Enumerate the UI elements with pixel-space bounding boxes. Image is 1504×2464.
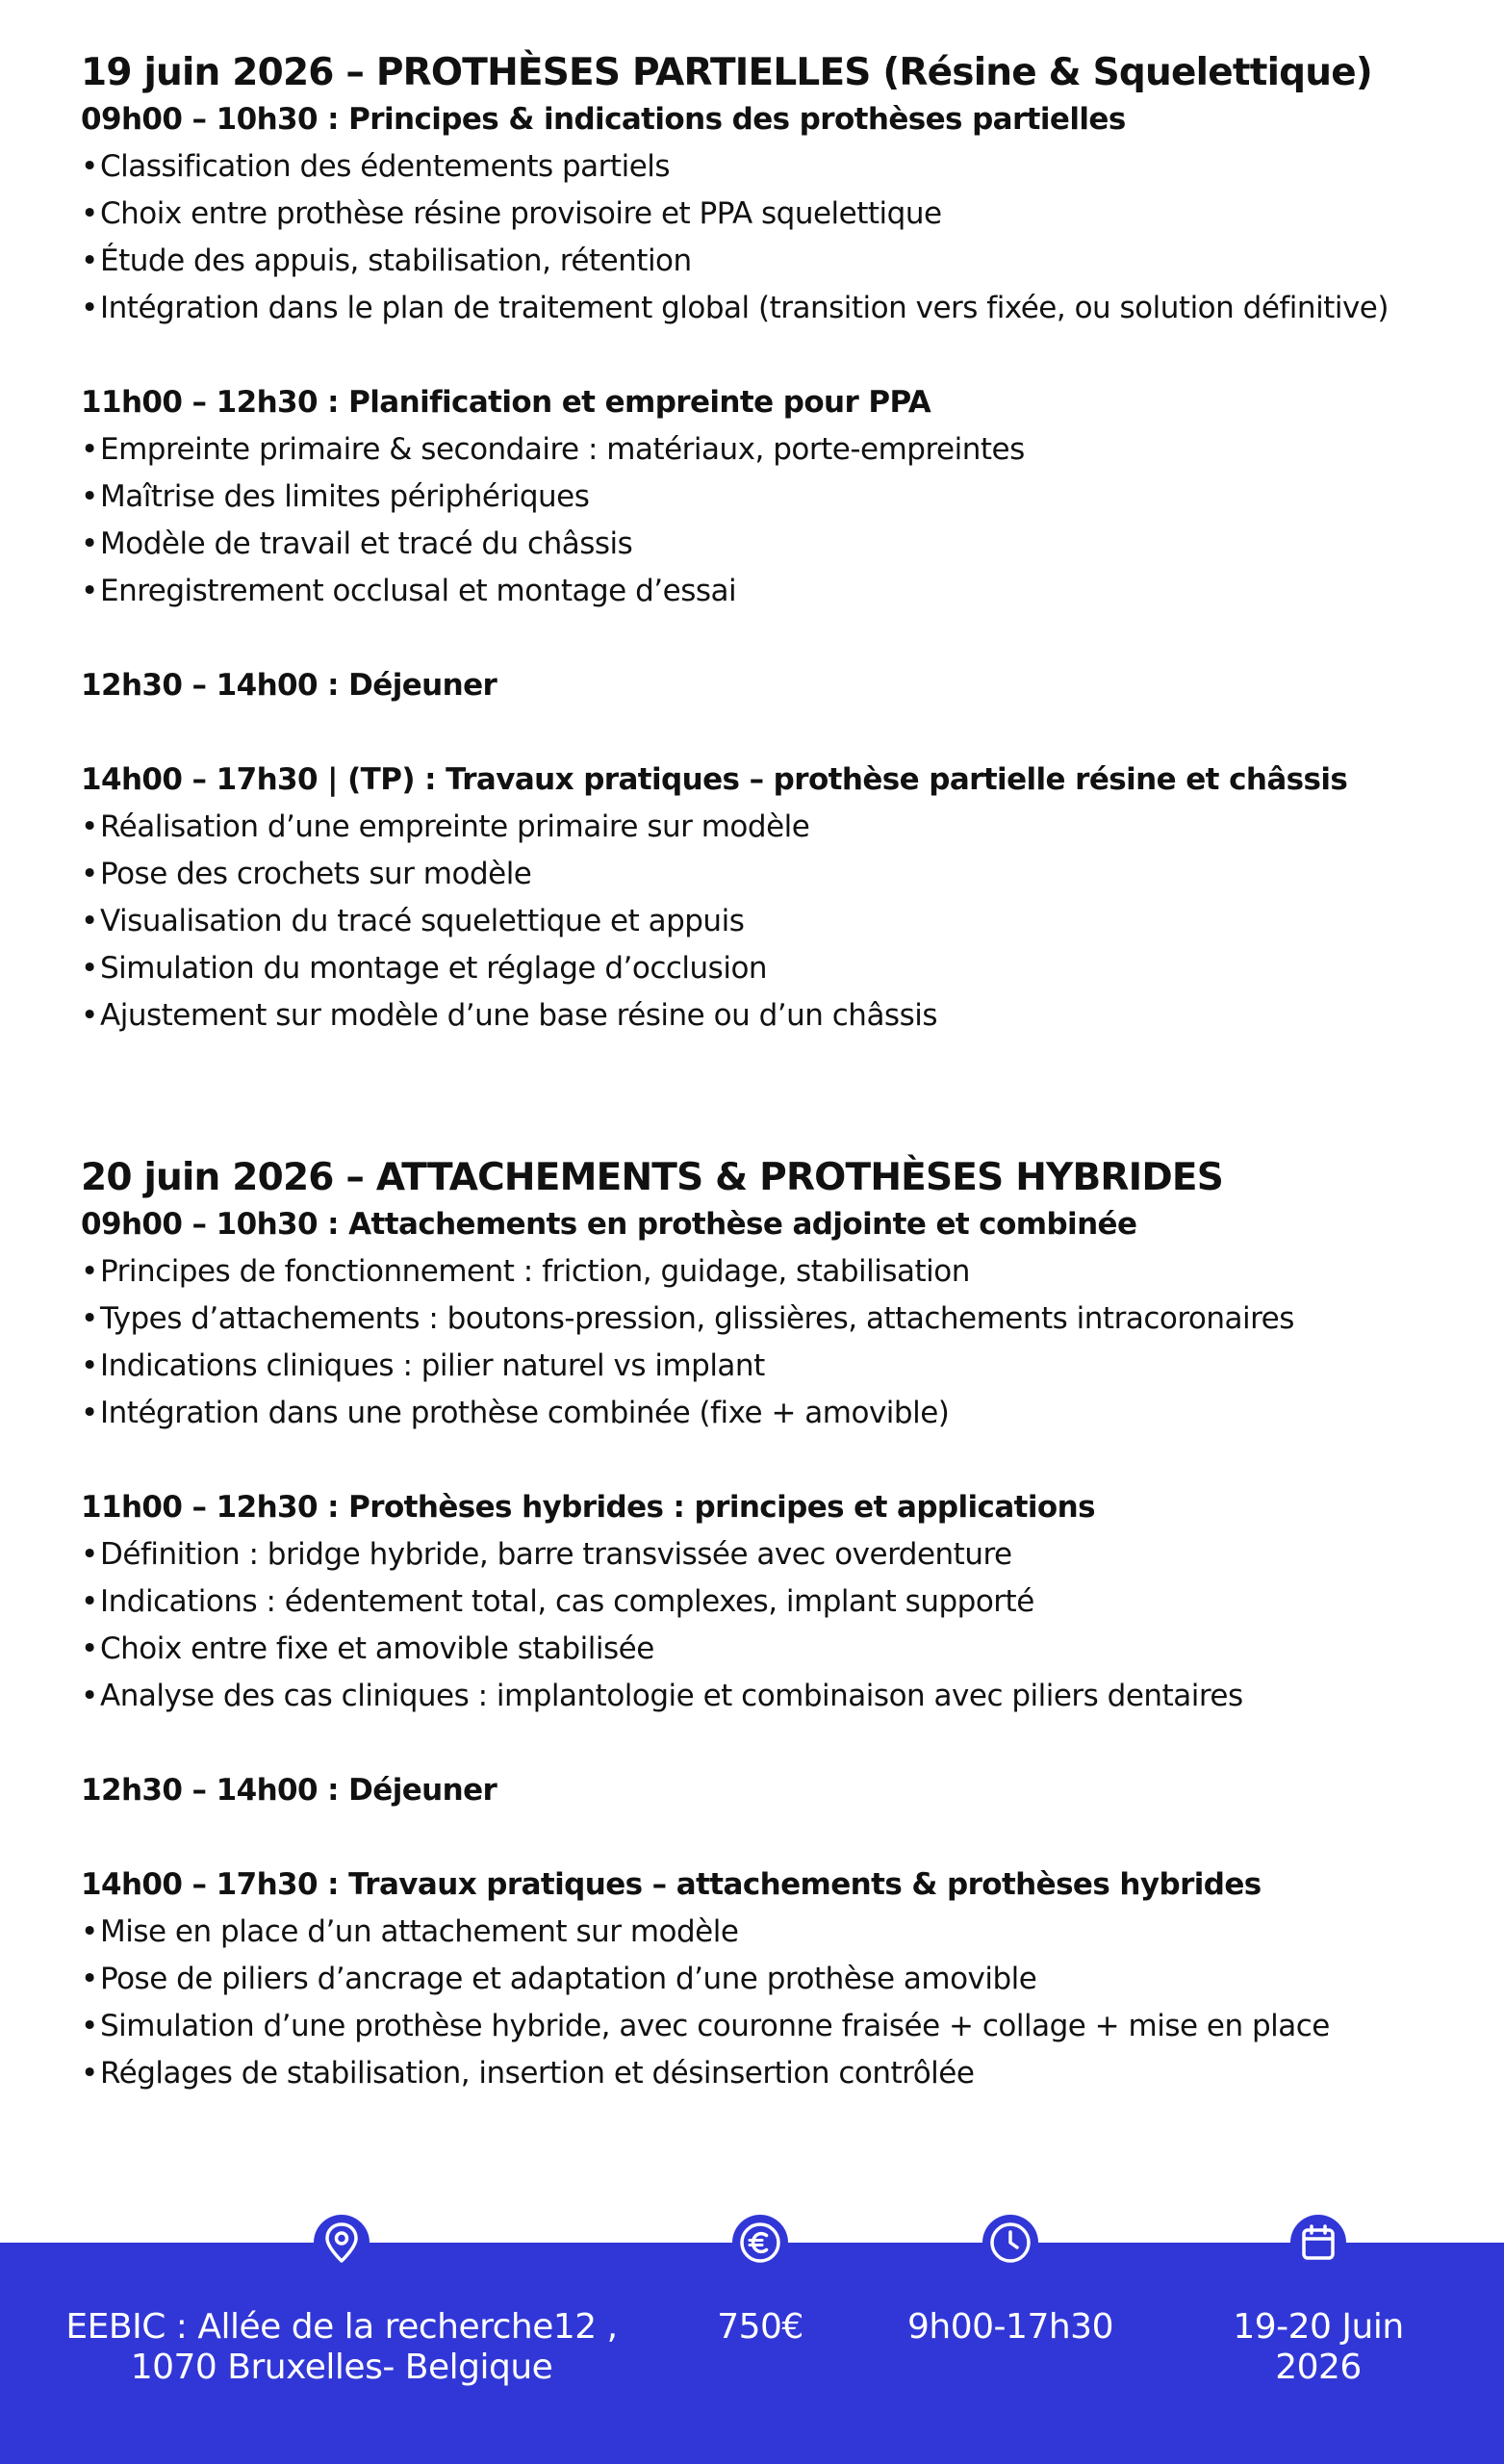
list-item: • Ajustement sur modèle d’une base résine ou d’un châssis	[81, 992, 1447, 1040]
day-title: 20 juin 2026 – ATTACHEMENTS & PROTHÈSES HYBRIDES	[81, 1156, 1224, 1199]
list-item: • Types d’attachements : boutons-pression, glissières, attachements intracoronaires	[81, 1296, 1447, 1343]
location-pin-icon	[314, 2215, 370, 2271]
address-line-1: EEBIC : Allée de la recherche12 ,	[65, 2307, 618, 2347]
session-title: 09h00 – 10h30 : Attachements en prothèse adjointe et combinée	[81, 1207, 1137, 1242]
list-item: • Indications : édentement total, cas complexes, implant supporté	[81, 1578, 1447, 1626]
list-item: • Réalisation d’une empreinte primaire sur modèle	[81, 804, 1447, 851]
list-item: • Intégration dans une prothèse combinée (fixe + amovible)	[81, 1390, 1447, 1437]
hours-text: 9h00-17h30	[907, 2307, 1113, 2347]
session-list	[81, 143, 1447, 332]
session-block	[81, 1861, 1447, 2097]
list-item: • Pose de piliers d’ancrage et adaptation d’une prothèse amovible	[81, 1956, 1447, 2003]
day-title: 19 juin 2026 – PROTHÈSES PARTIELLES (Résine & Squelettique)	[81, 51, 1372, 94]
euro-icon	[732, 2215, 788, 2271]
session-title: 12h30 – 14h00 : Déjeuner	[81, 668, 497, 703]
session-list	[81, 1531, 1447, 1720]
session-block	[81, 1484, 1447, 1720]
list-item: • Analyse des cas cliniques : implantologie et combinaison avec piliers dentaires	[81, 1673, 1447, 1720]
session-title: 12h30 – 14h00 : Déjeuner	[81, 1773, 497, 1808]
list-item: • Empreinte primaire & secondaire : matériaux, porte-empreintes	[81, 426, 1447, 474]
list-item: • Étude des appuis, stabilisation, rétention	[81, 238, 1447, 285]
list-item: • Choix entre fixe et amovible stabilisée	[81, 1626, 1447, 1673]
session-block	[81, 1767, 1447, 1814]
session-block	[81, 379, 1447, 615]
info-footer	[0, 2243, 1504, 2464]
day-section-19-june	[81, 50, 1447, 1040]
list-item: • Choix entre prothèse résine provisoire et PPA squelettique	[81, 191, 1447, 238]
list-item: • Modèle de travail et tracé du châssis	[81, 521, 1447, 568]
address-text	[58, 2307, 625, 2388]
session-title: 11h00 – 12h30 : Planification et empreinte pour PPA	[81, 385, 931, 420]
list-item: • Réglages de stabilisation, insertion et désinsertion contrôlée	[81, 2050, 1447, 2097]
session-list	[81, 1248, 1447, 1437]
program-content	[81, 50, 1447, 2144]
price-text: 750€	[717, 2307, 803, 2347]
day-section-20-june	[81, 1155, 1447, 2097]
session-block	[81, 96, 1447, 332]
list-item: • Pose des crochets sur modèle	[81, 851, 1447, 898]
list-item: • Mise en place d’un attachement sur modèle	[81, 1909, 1447, 1956]
dates-text	[1184, 2307, 1453, 2388]
session-title: 09h00 – 10h30 : Principes & indications des prothèses partielles	[81, 102, 1126, 137]
calendar-icon	[1290, 2215, 1346, 2271]
session-title: 14h00 – 17h30 : Travaux pratiques – attachements & prothèses hybrides	[81, 1867, 1262, 1902]
session-list	[81, 1909, 1447, 2097]
list-item: • Intégration dans le plan de traitement global (transition vers fixée, ou solution définitive)	[81, 285, 1447, 332]
session-list	[81, 804, 1447, 1040]
session-block	[81, 1201, 1447, 1437]
list-item: • Principes de fonctionnement : friction, guidage, stabilisation	[81, 1248, 1447, 1296]
session-title: 14h00 – 17h30 | (TP) : Travaux pratiques – prothèse partielle résine et châssis	[81, 762, 1348, 797]
list-item: • Enregistrement occlusal et montage d’essai	[81, 568, 1447, 615]
session-block	[81, 757, 1447, 1040]
session-block	[81, 662, 1447, 709]
dates-line-2: 2026	[1275, 2348, 1362, 2387]
list-item: • Simulation du montage et réglage d’occlusion	[81, 945, 1447, 992]
dates-line-1: 19-20 Juin	[1233, 2307, 1404, 2347]
session-list	[81, 426, 1447, 615]
address-line-2: 1070 Bruxelles- Belgique	[130, 2348, 553, 2387]
list-item: • Définition : bridge hybride, barre transvissée avec overdenture	[81, 1531, 1447, 1578]
list-item: • Simulation d’une prothèse hybride, avec couronne fraisée + collage + mise en place	[81, 2003, 1447, 2050]
session-title: 11h00 – 12h30 : Prothèses hybrides : principes et applications	[81, 1490, 1095, 1525]
list-item: • Indications cliniques : pilier naturel vs implant	[81, 1343, 1447, 1390]
list-item: • Visualisation du tracé squelettique et appuis	[81, 898, 1447, 945]
list-item: • Maîtrise des limites périphériques	[81, 474, 1447, 521]
list-item: • Classification des édentements partiels	[81, 143, 1447, 191]
clock-icon	[982, 2215, 1038, 2271]
